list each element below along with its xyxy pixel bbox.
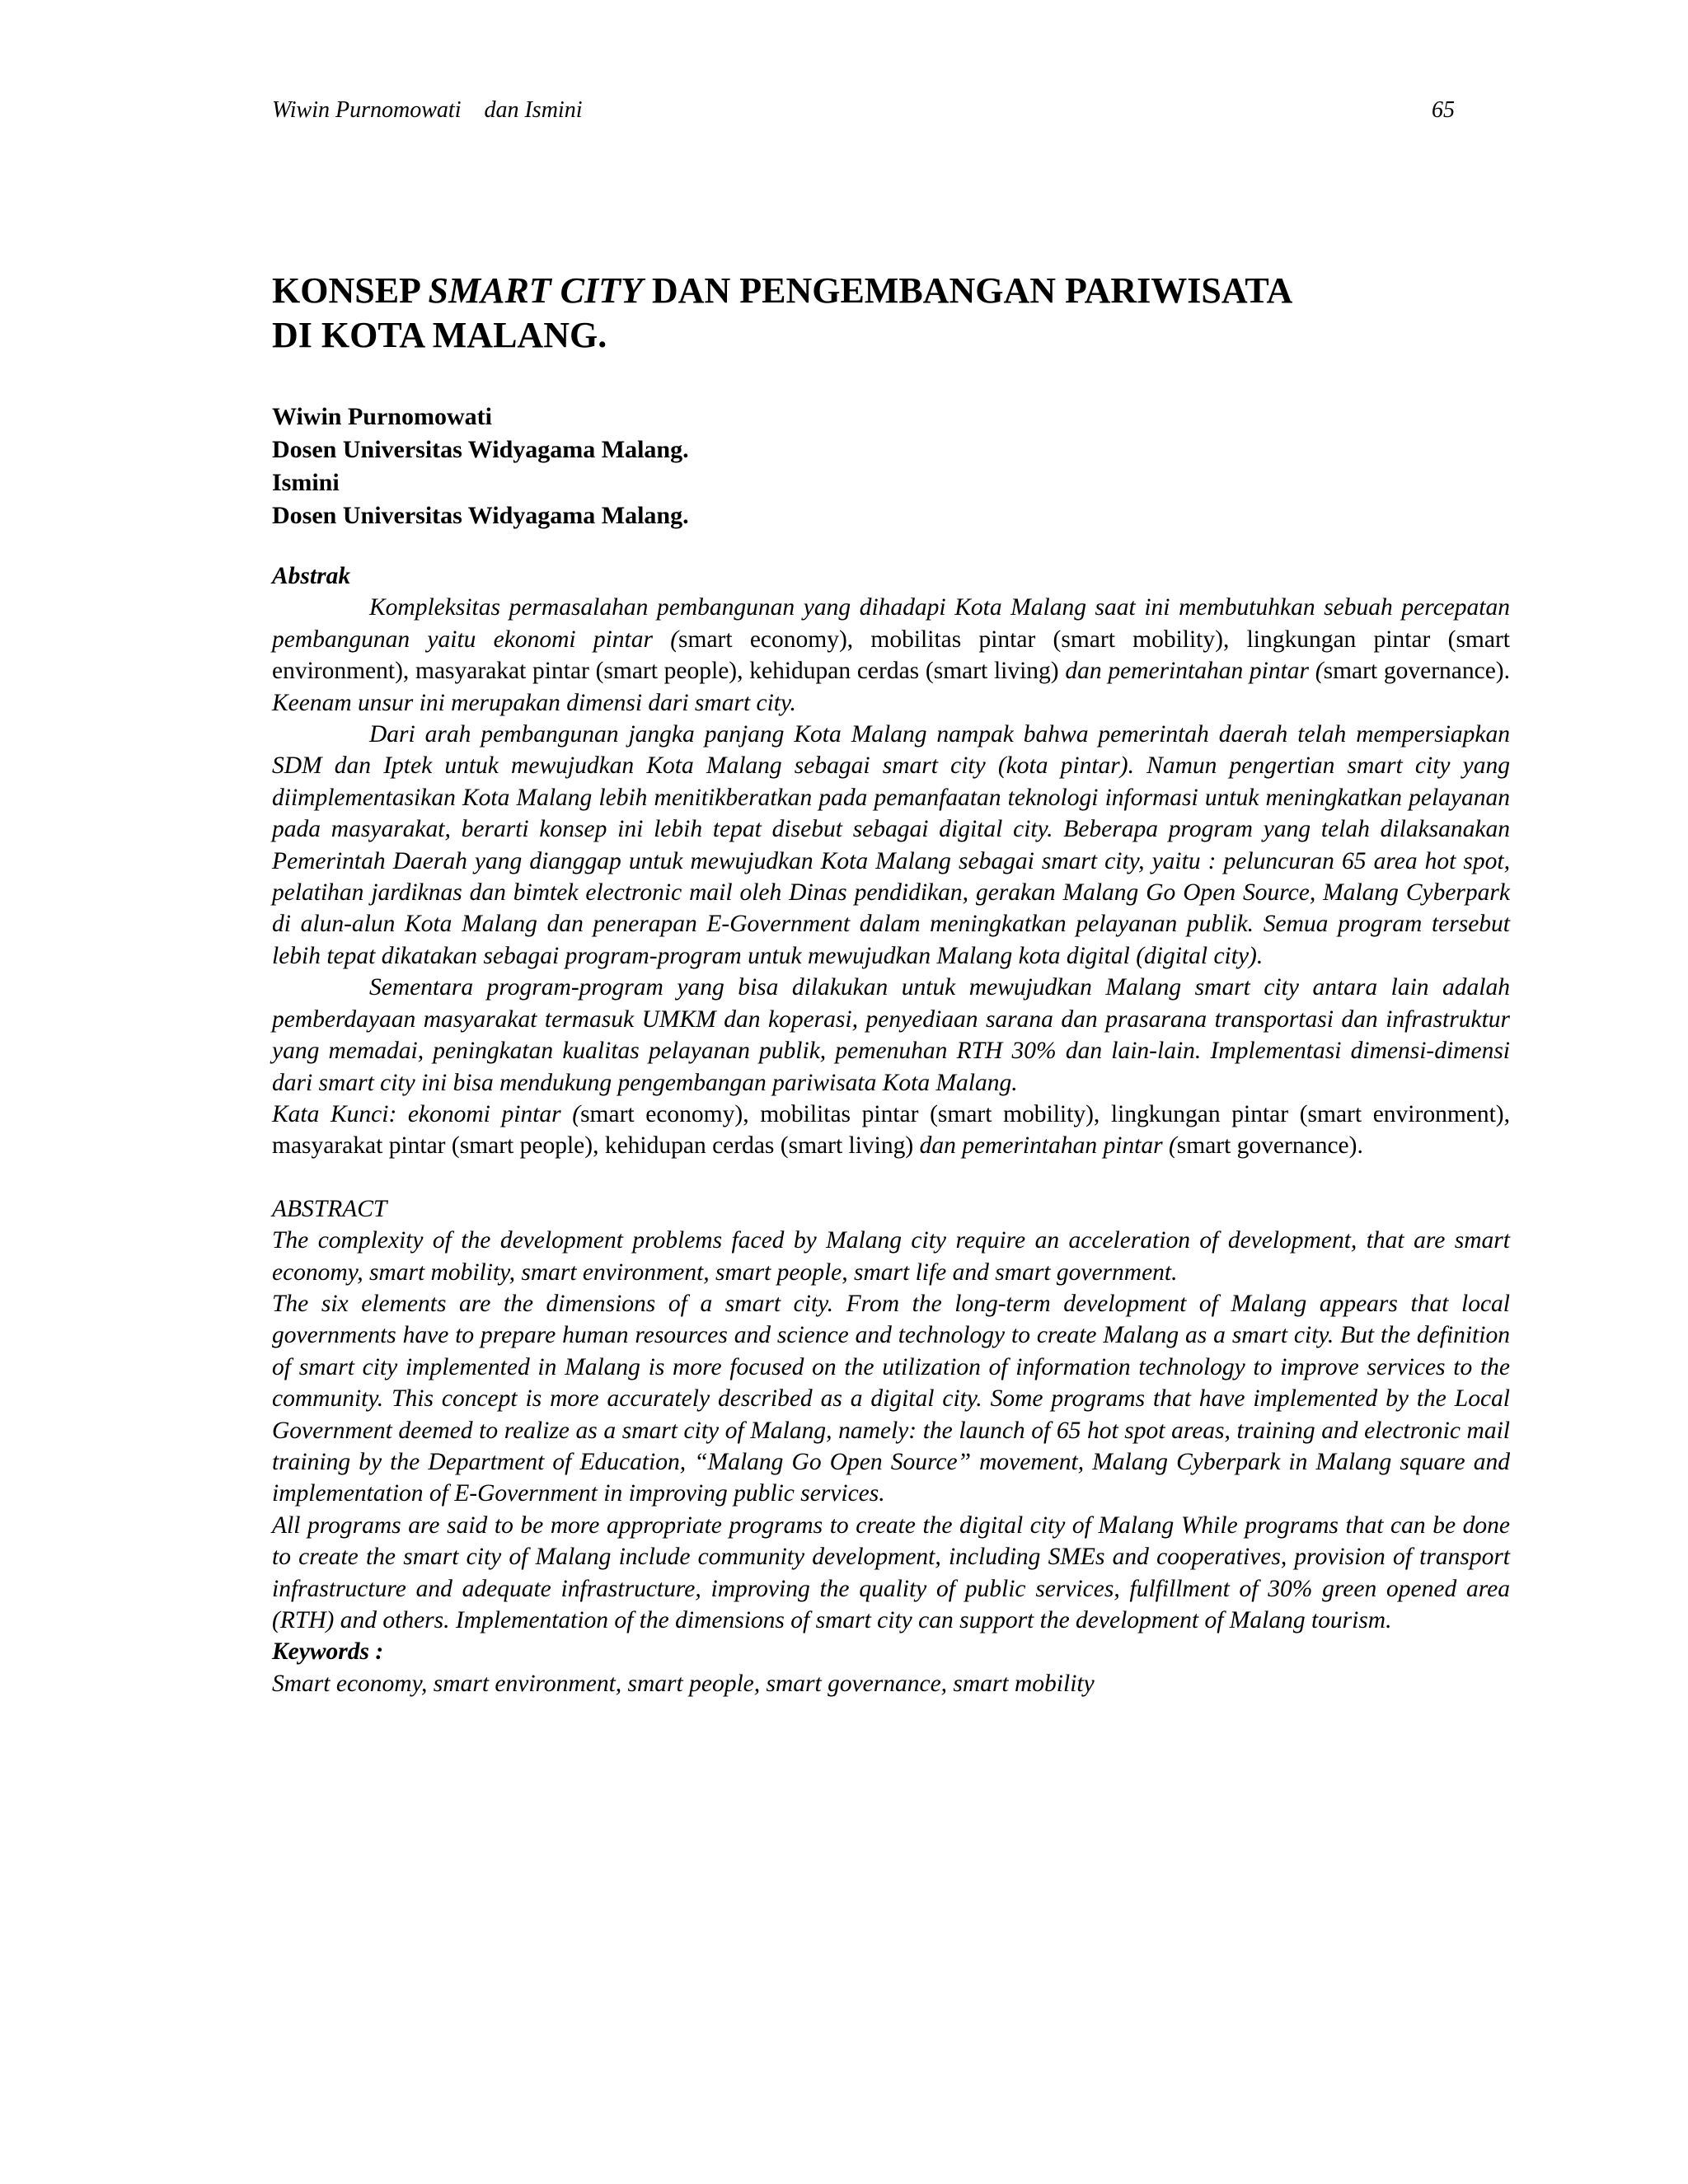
- title-part-smart-city: SMART CITY: [428, 270, 643, 311]
- author-name: Ismini: [272, 469, 340, 496]
- abstract-section: [272, 560, 1510, 1699]
- author-affiliation: Dosen Universitas Widyagama Malang.: [272, 502, 689, 529]
- author-block: [272, 401, 689, 532]
- abstract-paragraph-3: All programs are said to be more appropriate programs to create the digital city of Malang While programs that can be done to create the smart city of Malang include community development, including SMEs and cooperatives, provision of transport infrastructure and adequate infrastructure, improving the quality of public services, fulfillment of 30% green opened area (RTH) and others. Implementation of the dimensions of smart city can support the development of Malang tourism.: [272, 1511, 1510, 1633]
- page-number: 65: [1432, 97, 1455, 123]
- paper-title: [272, 269, 1508, 358]
- abstract-heading: ABSTRACT: [272, 1195, 387, 1222]
- abstrak-paragraph-2: Dari arah pembangunan jangka panjang Kota Malang nampak bahwa pemerintah daerah telah mempersiapkan SDM dan Iptek untuk mewujudkan Kota Malang sebagai smart city (kota pintar). Namun pengertian smart city yang diimplementasikan Kota Malang lebih menitikberatkan pada pemanfaatan teknologi informasi untuk meningkatkan pelayanan pada masyarakat, berarti konsep ini lebih tepat disebut sebagai digital city. Beberapa program yang telah dilaksanakan Pemerintah Daerah yang dianggap untuk mewujudkan Kota Malang sebagai smart city, yaitu : peluncuran 65 area hot spot, pelatihan jardiknas dan bimtek electronic mail oleh Dinas pendidikan, gerakan Malang Go Open Source, Malang Cyberpark di alun-alun Kota Malang dan penerapan E-Government dalam meningkatkan pelayanan publik. Semua program tersebut lebih tepat dikatakan sebagai program-program untuk mewujudkan Malang kota digital (digital city).: [272, 721, 1510, 969]
- keywords-list: Smart economy, smart environment, smart people, smart governance, smart mobility: [272, 1670, 1095, 1697]
- abstract-paragraph-1: The complexity of the development problems faced by Malang city require an acceleration of development, that are smart economy, smart mobility, smart environment, smart people, smart life and smart government.: [272, 1227, 1510, 1286]
- abstract-paragraph-2: The six elements are the dimensions of a smart city. From the long-term development of Malang appears that local governments have to prepare human resources and science and technology to create Malang as a smart city. But the definition of smart city implemented in Malang is more focused on the utilization of information technology to improve services to the community. This concept is more accurately described as a digital city. Some programs that have implemented by the Local Government deemed to realize as a smart city of Malang, namely: the launch of 65 hot spot areas, training and electronic mail training by the Department of Education, “Malang Go Open Source” movement, Malang Cyberpark in Malang square and implementation of E-Government in improving public services.: [272, 1290, 1510, 1507]
- abstrak-paragraph-1: [272, 592, 1510, 719]
- kata-kunci-run: smart governance).: [1176, 1132, 1363, 1160]
- kata-kunci-run: dan pemerintahan pintar (: [919, 1132, 1177, 1160]
- author-name: Wiwin Purnomowati: [272, 403, 492, 430]
- running-head: [272, 97, 1455, 124]
- abstrak-heading: Abstrak: [272, 563, 351, 589]
- section-gap: [272, 1162, 1510, 1193]
- abstrak-paragraph-1-run: Kompleksitas permasalahan pembangunan yang dihadapi Kota Malang saat ini membutuhkan sebuah percepatan pembangunan yaitu ekonomi pintar (: [272, 594, 1510, 653]
- title-part-2: DAN PENGEMBANGAN PARIWISATA: [642, 270, 1293, 311]
- abstrak-paragraph-1-run: Keenam unsur ini merupakan dimensi dari smart city.: [272, 689, 796, 716]
- keywords-heading: Keywords :: [272, 1638, 384, 1666]
- author-affiliation: Dosen Universitas Widyagama Malang.: [272, 436, 689, 463]
- abstrak-paragraph-1-run: smart economy), mobilitas pintar (smart mobility), lingkungan pintar (smart environment), masyarakat pintar (smart people), kehidupan cerdas (smart living): [272, 626, 1510, 685]
- kata-kunci: [272, 1099, 1510, 1162]
- kata-kunci-run: Kata Kunci: ekonomi pintar (: [272, 1100, 581, 1127]
- kata-kunci-run: smart economy), mobilitas pintar (smart mobility), lingkungan pintar (smart environment), masyarakat pintar (smart people), kehidupan cerdas (smart living): [272, 1100, 1511, 1160]
- abstrak-paragraph-1-run: dan pemerintahan pintar (: [1065, 658, 1324, 685]
- running-head-authors: Wiwin Purnomowati dan Ismini: [272, 97, 583, 123]
- abstrak-paragraph-1-run: smart governance).: [1323, 658, 1511, 685]
- title-line-2: DI KOTA MALANG.: [272, 315, 607, 355]
- title-part-1: KONSEP: [272, 270, 429, 311]
- abstrak-paragraph-3: Sementara program-program yang bisa dilakukan untuk mewujudkan Malang smart city antara lain adalah pemberdayaan masyarakat termasuk UMKM dan koperasi, penyediaan sarana dan prasarana transportasi dan infrastruktur yang memadai, peningkatan kualitas pelayanan publik, pemenuhan RTH 30% dan lain-lain. Implementasi dimensi-dimensi dari smart city ini bisa mendukung pengembangan pariwisata Kota Malang.: [272, 974, 1510, 1096]
